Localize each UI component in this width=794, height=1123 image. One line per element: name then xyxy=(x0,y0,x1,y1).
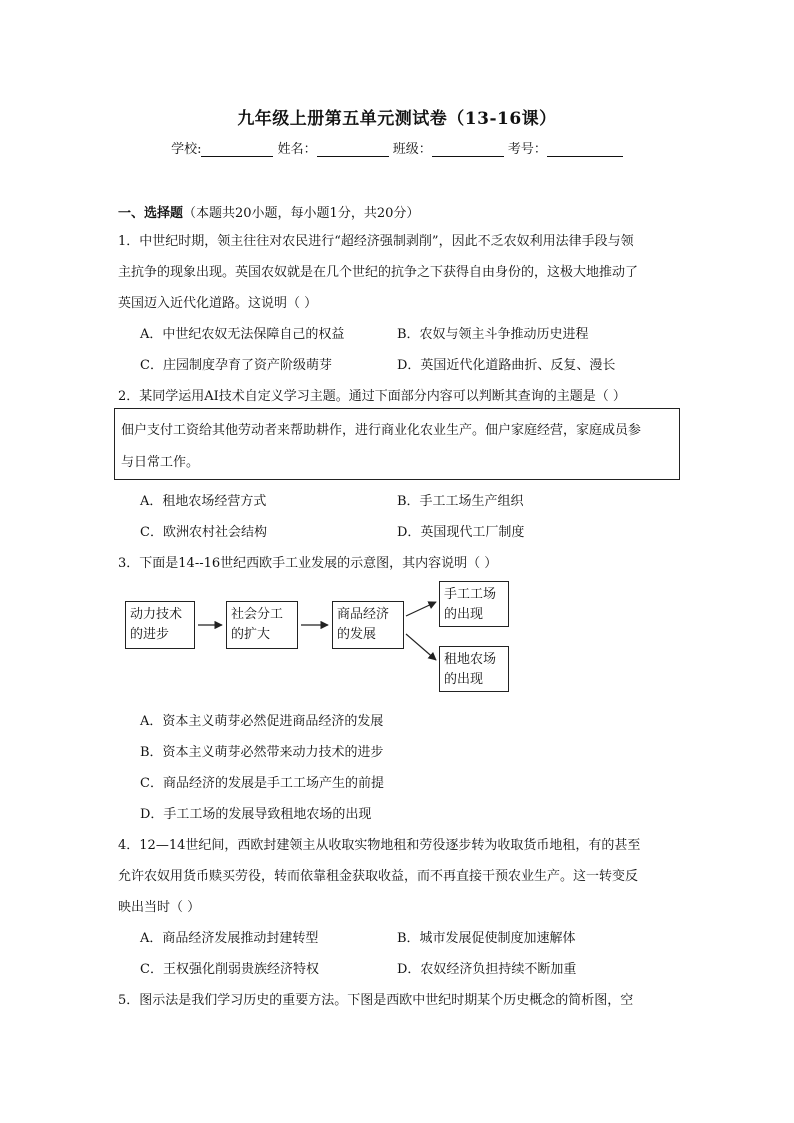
question-1-option-c[interactable]: C．庄园制度孕育了资产阶级萌芽 xyxy=(140,358,332,373)
question-1-line: 主抗争的现象出现。英国农奴就是在几个世纪的抗争之下获得自由身份的，这极大地推动了 xyxy=(118,265,639,280)
flow-node-tenant-farm: 租地农场 的出现 xyxy=(439,646,509,692)
arrow-commodity-to-workshop xyxy=(406,602,436,616)
flow-node-division-of-labor: 社会分工 的扩大 xyxy=(226,601,298,649)
name-label: 姓名： xyxy=(277,142,317,157)
question-4-option-c[interactable]: C．王权强化削弱贵族经济特权 xyxy=(140,962,319,977)
question-2-option-b[interactable]: B．手工工场生产组织 xyxy=(397,494,524,509)
question-2-line: 2．某同学运用AI技术自定义学习主题。通过下面部分内容可以判断其查询的主题是（ ） xyxy=(118,389,626,404)
question-4-option-a[interactable]: A．商品经济发展推动封建转型 xyxy=(140,931,319,946)
school-blank[interactable] xyxy=(201,142,273,157)
class-label: 班级： xyxy=(392,142,432,157)
question-3-option-b[interactable]: B．资本主义萌芽必然带来动力技术的进步 xyxy=(140,745,384,760)
flow-node-handicraft-workshop: 手工工场 的出现 xyxy=(439,581,509,627)
question-4-line: 映出当时（ ） xyxy=(118,900,201,915)
section-note: （本题共20小题，每小题1分，共20分） xyxy=(183,206,420,221)
material-box xyxy=(114,408,680,480)
page-title: 九年级上册第五单元测试卷（13-16课） xyxy=(237,109,557,129)
section-heading xyxy=(118,202,419,221)
material-line: 佃户支付工资给其他劳动者来帮助耕作，进行商业化农业生产。佃户家庭经营，家庭成员参 xyxy=(121,423,642,438)
question-3-option-c[interactable]: C．商品经济的发展是手工工场产生的前提 xyxy=(140,776,384,791)
flow-node-commodity-economy: 商品经济 的发展 xyxy=(332,601,404,649)
question-1-line: 1．中世纪时期，领主往往对农民进行“超经济强制剥削”，因此不乏农奴利用法律手段与领 xyxy=(118,234,634,249)
student-info-row xyxy=(0,138,794,157)
class-blank[interactable] xyxy=(432,142,504,157)
question-4-line: 4．12—14世纪间，西欧封建领主从收取实物地租和劳役逐步转为收取货币地租，有的甚至 xyxy=(118,838,641,853)
material-line: 与日常工作。 xyxy=(121,455,200,470)
name-blank[interactable] xyxy=(317,142,389,157)
question-2-option-d[interactable]: D．英国现代工厂制度 xyxy=(397,525,525,540)
question-4-line: 允许农奴用货币赎买劳役，转而依靠租金获取收益，而不再直接干预农业生产。这一转变反 xyxy=(118,869,639,884)
question-1-option-b[interactable]: B．农奴与领主斗争推动历史进程 xyxy=(397,327,589,342)
question-2-option-c[interactable]: C．欧洲农村社会结构 xyxy=(140,525,267,540)
flow-node-power-tech: 动力技术 的进步 xyxy=(125,601,195,649)
arrow-commodity-to-farm xyxy=(406,634,436,660)
question-5-line: 5．图示法是我们学习历史的重要方法。下图是西欧中世纪时期某个历史概念的简析图，空 xyxy=(118,993,634,1008)
question-1-option-d[interactable]: D．英国近代化道路曲折、反复、漫长 xyxy=(397,358,616,373)
question-4-option-d[interactable]: D．农奴经济负担持续不断加重 xyxy=(397,962,577,977)
question-2-option-a[interactable]: A．租地农场经营方式 xyxy=(140,494,267,509)
question-1-line: 英国迈入近代化道路。这说明（ ） xyxy=(118,296,318,311)
question-4-option-b[interactable]: B．城市发展促使制度加速解体 xyxy=(397,931,576,946)
exam-no-label: 考号： xyxy=(507,142,547,157)
question-3-option-a[interactable]: A．资本主义萌芽必然促进商品经济的发展 xyxy=(140,714,384,729)
exam-no-blank[interactable] xyxy=(547,142,623,157)
question-3-line: 3．下面是14--16世纪西欧手工业发展的示意图，其内容说明（ ） xyxy=(118,556,498,571)
section-title: 一、选择题 xyxy=(118,206,184,221)
school-label: 学校: xyxy=(171,142,202,157)
question-3-option-d[interactable]: D．手工工场的发展导致租地农场的出现 xyxy=(140,807,372,822)
question-1-option-a[interactable]: A．中世纪农奴无法保障自己的权益 xyxy=(140,327,345,342)
